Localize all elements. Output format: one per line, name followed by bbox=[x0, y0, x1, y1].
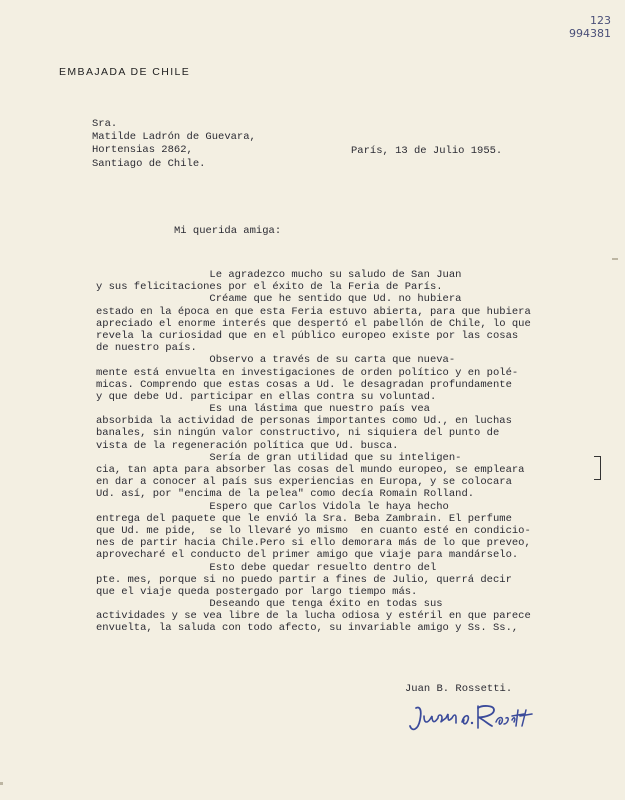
body-line: Ud. así, por "encima de la pelea" como decía Romain Rolland. bbox=[96, 488, 475, 501]
body-line: cia, tan apta para absorber las cosas del mundo europeo, se empleara bbox=[96, 464, 525, 476]
archive-number-top: 123 bbox=[590, 14, 611, 27]
body-line: Deseando que tenga éxito en todas sus bbox=[96, 598, 443, 611]
paper-edge-mark bbox=[612, 258, 618, 260]
body-line: micas. Comprendo que estas cosas a Ud. le desagradan profundamente bbox=[96, 378, 512, 391]
letter-body bbox=[96, 269, 616, 635]
body-line: aprovecharé el conducto del primer amigo que viaje para mandárselo. bbox=[96, 549, 519, 562]
body-line: banales, sin ningún valor constructivo, ni siquiera del punto de bbox=[96, 427, 500, 440]
body-line: de nuestro país. bbox=[96, 342, 197, 355]
body-line: mente está envuelta en investigaciones de orden político y en polé- bbox=[96, 366, 519, 379]
body-line: en dar a conocer al país sus experiencias en Europa, y se colocara bbox=[96, 476, 512, 489]
salutation: Mi querida amiga: bbox=[174, 225, 282, 237]
letterhead: EMBAJADA DE CHILE bbox=[59, 66, 191, 78]
body-line: y sus felicitaciones por el éxito de la Feria de París. bbox=[96, 281, 443, 294]
body-line: Sería de gran utilidad que su inteligen- bbox=[96, 451, 462, 464]
paper-edge-mark bbox=[0, 782, 3, 785]
date-line: París, 13 de Julio 1955. bbox=[351, 145, 503, 157]
body-line: que Ud. me pide, se lo llevaré yo mismo en cuanto esté en condicio- bbox=[96, 524, 531, 537]
addressee-line: Matilde Ladrón de Guevara, bbox=[92, 131, 256, 144]
body-line: entrega del paquete que le envió la Sra. Beba Zambrain. El perfume bbox=[96, 512, 512, 525]
body-line: y que debe Ud. participar en ellas contra su voluntad. bbox=[96, 390, 437, 403]
body-line: Observo a través de su carta que nueva- bbox=[96, 354, 456, 367]
body-line: pte. mes, porque si no puedo partir a fines de Julio, querrá decir bbox=[96, 573, 512, 586]
body-line: Esto debe quedar resuelto dentro del bbox=[96, 561, 437, 574]
addressee-line: Santiago de Chile. bbox=[92, 157, 206, 170]
body-line: revela la curiosidad que en el público europeo existe por las cosas bbox=[96, 329, 519, 342]
body-line: Espero que Carlos Vidola le haya hecho bbox=[96, 500, 449, 513]
addressee-block bbox=[92, 118, 256, 171]
body-line: nes de partir hacia Chile.Pero si ello demorara más de lo que preveo, bbox=[96, 537, 531, 550]
body-line: Le agradezco mucho su saludo de San Juan bbox=[96, 269, 462, 281]
addressee-line: Sra. bbox=[92, 118, 118, 130]
body-line: absorbida la actividad de personas importantes como Ud., en luchas bbox=[96, 415, 512, 428]
addressee-line: Hortensias 2862, bbox=[92, 144, 193, 157]
body-line: estado en la época en que esta Feria estuvo abierta, para que hubiera bbox=[96, 305, 531, 318]
archive-catalog-mark bbox=[569, 14, 611, 40]
body-line: envuelta, la saluda con todo afecto, su invariable amigo y Ss. Ss., bbox=[96, 622, 519, 635]
body-line: apreciado el enorme interés que despertó el pabellón de Chile, lo que bbox=[96, 317, 531, 330]
body-line: actividades y se vea libre de la lucha odiosa y estéril en que parece bbox=[96, 610, 531, 623]
archive-number-bottom: 994381 bbox=[569, 27, 611, 40]
handwritten-signature bbox=[408, 700, 538, 740]
margin-bracket-mark bbox=[594, 456, 601, 480]
body-line: Créame que he sentido que Ud. no hubiera bbox=[96, 293, 462, 306]
body-line: que el viaje queda postergado por largo tiempo más. bbox=[96, 585, 418, 598]
signer-name: Juan B. Rossetti. bbox=[405, 683, 513, 695]
body-line: Es una lástima que nuestro país vea bbox=[96, 403, 430, 416]
body-line: vista de la regeneración política que Ud. busca. bbox=[96, 439, 399, 452]
